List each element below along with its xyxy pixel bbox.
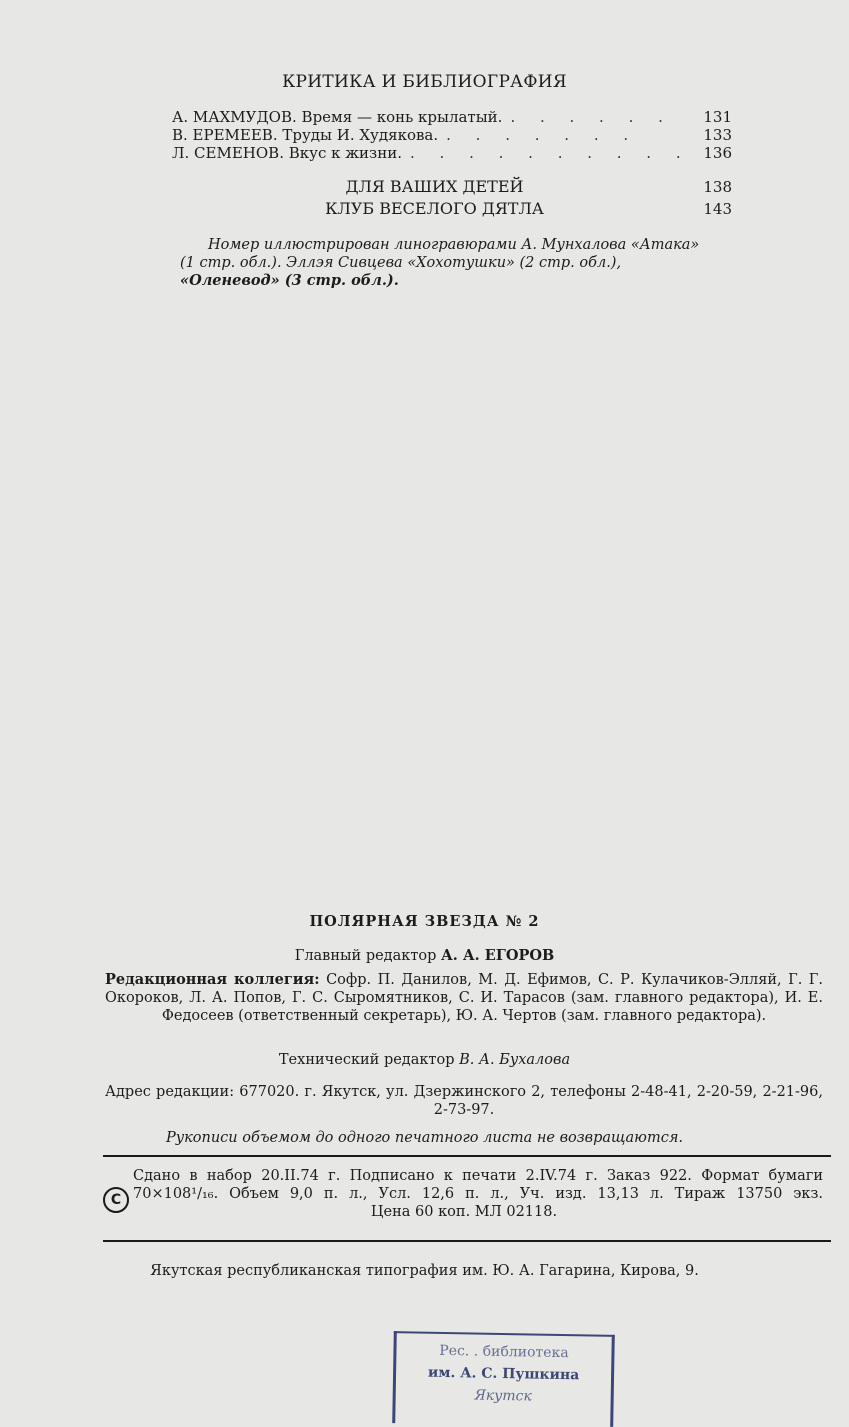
print-info-line: 70×108¹/₁₆. Объем 9,0 п. л., Усл. 12,6 п. л., Уч. изд. 13,13 л. Тираж 13750 экз. <box>133 1186 823 1202</box>
toc-entry-dots: . . . . . . . <box>446 126 639 144</box>
tech-editor <box>0 1051 849 1069</box>
library-stamp-line: Рес. . библиотека <box>439 1342 569 1362</box>
toc-section-page: 138 <box>703 178 732 196</box>
library-stamp-line: им. А. С. Пушкина <box>427 1364 580 1384</box>
toc-section-title: КЛУБ ВЕСЕЛОГО ДЯТЛА <box>325 199 544 218</box>
toc-entry <box>172 108 732 126</box>
print-info-line: Цена 60 коп. МЛ 02118. <box>370 1204 558 1220</box>
illustration-note-text: Номер иллюстрирован линогравюрами А. Мунхалова «Атака» (1 стр. обл.). Эллэя Сивцева «Хохотушки» (2 стр. обл.), <box>180 237 700 271</box>
toc-entry-dots: . . . . . . . . . . <box>410 144 691 162</box>
library-stamp-line: Якутск <box>474 1387 532 1405</box>
editorial-address: Адрес редакции: 677020. г. Якутск, ул. Дзержинского 2, телефоны 2-48-41, 2-20-59, 2-21-96, 2-73-97. <box>105 1084 823 1118</box>
section-title: КРИТИКА И БИБЛИОГРАФИЯ <box>282 72 567 92</box>
toc-entry-page: 131 <box>703 108 732 126</box>
print-info <box>105 1167 823 1221</box>
illustration-note <box>180 236 710 290</box>
toc-entry <box>172 126 732 144</box>
divider <box>103 1155 831 1157</box>
toc-section-page: 143 <box>703 200 732 218</box>
toc-entry <box>172 144 732 162</box>
imprint-title: ПОЛЯРНАЯ ЗВЕЗДА № 2 <box>309 913 540 930</box>
chief-editor <box>0 947 849 965</box>
divider <box>103 1240 831 1242</box>
toc-entry-title: А. МАХМУДОВ. Время — конь крылатый. <box>172 108 503 126</box>
print-info-line: Сдано в набор 20.II.74 г. Подписано к печати 2.IV.74 г. Заказ 922. Формат бумаги <box>133 1168 823 1184</box>
toc-entry-title: Л. СЕМЕНОВ. Вкус к жизни. <box>172 144 403 162</box>
copyright-icon: C <box>103 1187 129 1213</box>
toc-section-title: ДЛЯ ВАШИХ ДЕТЕЙ <box>345 177 524 196</box>
toc-entry-page: 133 <box>703 126 732 144</box>
tech-editor-name: В. А. Бухалова <box>459 1052 571 1068</box>
printing-house: Якутская республиканская типография им. Ю. А. Гагарина, Кирова, 9. <box>150 1263 699 1279</box>
library-stamp <box>392 1331 615 1427</box>
toc-entry-page: 136 <box>703 144 732 162</box>
chief-editor-label: Главный редактор <box>294 948 437 964</box>
chief-editor-name: А. А. ЕГОРОВ <box>440 947 555 964</box>
editorial-board <box>105 971 823 1025</box>
illustration-note-bold: «Оленевод» (3 стр. обл.). <box>180 272 399 289</box>
editorial-board-label: Редакционная коллегия: <box>105 971 320 988</box>
toc-entry-dots: . . . . . . <box>510 108 673 126</box>
toc-entry-title: В. ЕРЕМЕЕВ. Труды И. Худякова. <box>172 126 439 144</box>
editorial-board-members: Софр. П. Данилов, М. Д. Ефимов, С. Р. Кулачиков-Элляй, Г. Г. Окороков, Л. А. Попов, Г. С. Сыромятников, С. И. Тарасов (зам. главного редактора), И. Е. Федосеев (ответственный секретарь), Ю. А. Чертов (зам. главного редактора). <box>105 972 824 1024</box>
tech-editor-label: Технический редактор <box>278 1052 455 1068</box>
manuscripts-note: Рукописи объемом до одного печатного листа не возвращаются. <box>165 1130 684 1146</box>
